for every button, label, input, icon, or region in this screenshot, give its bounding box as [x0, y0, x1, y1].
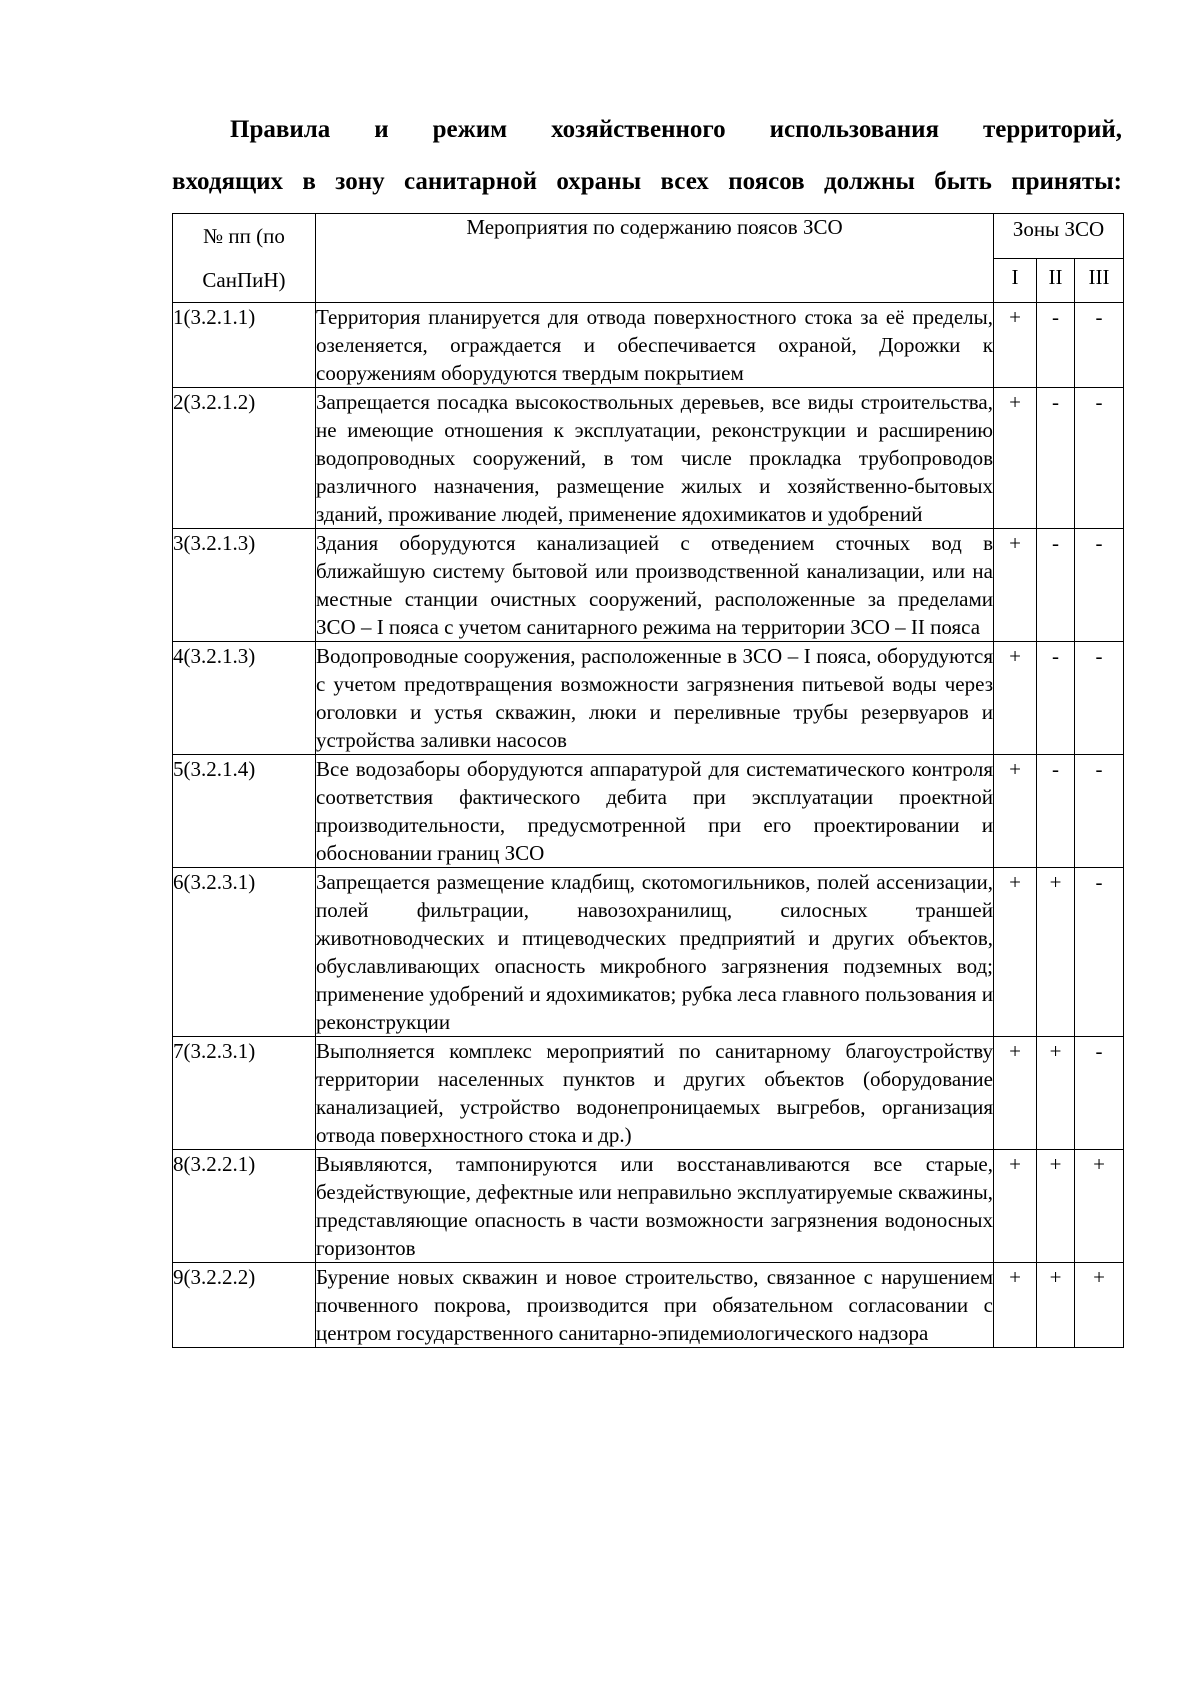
- row-measure: Выполняется комплекс мероприятий по санитарному благоустройству территории населенных пунктов и других объектов (оборудование канализацией, устройство водонепроницаемых выгребов, организация отвода поверхностного стока и др.): [316, 1037, 994, 1150]
- row-mark-zone-2: -: [1037, 755, 1075, 868]
- header-zone-2: II: [1037, 258, 1075, 303]
- row-mark-zone-2: +: [1037, 1150, 1075, 1263]
- row-num: 2(3.2.1.2): [173, 388, 316, 529]
- row-measure: Выявляются, тампонируются или восстанавливаются все старые, бездействующие, дефектные или неправильно эксплуатируемые скважины, представляющие опасность в части возможности загрязнения водоносных горизонтов: [316, 1150, 994, 1263]
- row-mark-zone-1: +: [994, 303, 1037, 388]
- row-measure: Запрещается размещение кладбищ, скотомогильников, полей ассенизации, полей фильтрации, навозохранилищ, силосных траншей животноводческих и птицеводческих предприятий и других объектов, обуславливающих опасность микробного загрязнения подземных вод; применение удобрений и ядохимикатов; рубка леса главного пользования и реконструкции: [316, 868, 994, 1037]
- table-row: [173, 1150, 1124, 1263]
- row-mark-zone-3: -: [1075, 388, 1124, 529]
- heading-line-2: входящих в зону санитарной охраны всех поясов должны быть приняты:: [172, 168, 1122, 195]
- row-num: 3(3.2.1.3): [173, 529, 316, 642]
- row-mark-zone-2: +: [1037, 1037, 1075, 1150]
- row-mark-zone-1: +: [994, 529, 1037, 642]
- table-row: [173, 1263, 1124, 1348]
- row-mark-zone-2: -: [1037, 388, 1075, 529]
- row-num: 8(3.2.2.1): [173, 1150, 316, 1263]
- table-header-row: [173, 214, 1124, 259]
- row-mark-zone-3: -: [1075, 868, 1124, 1037]
- header-zone-1: I: [994, 258, 1037, 303]
- row-measure: Здания оборудуются канализацией с отведением сточных вод в ближайшую систему бытовой или производственной канализации, или на местные станции очистных сооружений, расположенные за пределами ЗСО – I пояса с учетом санитарного режима на территории ЗСО – II пояса: [316, 529, 994, 642]
- table-row: [173, 868, 1124, 1037]
- row-measure: Запрещается посадка высокоствольных деревьев, все виды строительства, не имеющие отношения к эксплуатации, реконструкции и расширению водопроводных сооружений, в том числе прокладка трубопроводов различного назначения, размещение жилых и хозяйственно-бытовых зданий, проживание людей, применение ядохимикатов и удобрений: [316, 388, 994, 529]
- table-row: [173, 303, 1124, 388]
- row-num: 6(3.2.3.1): [173, 868, 316, 1037]
- header-num: № пп (по СанПиН): [173, 214, 316, 303]
- row-mark-zone-3: +: [1075, 1150, 1124, 1263]
- heading-line-1: Правила и режим хозяйственного использования территорий,: [230, 116, 1122, 143]
- row-mark-zone-3: -: [1075, 1037, 1124, 1150]
- row-num: 9(3.2.2.2): [173, 1263, 316, 1348]
- row-mark-zone-3: -: [1075, 529, 1124, 642]
- row-measure: Бурение новых скважин и новое строительство, связанное с нарушением почвенного покрова, производится при обязательном согласовании с центром государственного санитарно-эпидемиологического надзора: [316, 1263, 994, 1348]
- header-measures: Мероприятия по содержанию поясов ЗСО: [316, 214, 994, 303]
- row-mark-zone-1: +: [994, 388, 1037, 529]
- row-mark-zone-1: +: [994, 755, 1037, 868]
- table-row: [173, 1037, 1124, 1150]
- row-mark-zone-3: -: [1075, 755, 1124, 868]
- row-mark-zone-3: -: [1075, 642, 1124, 755]
- row-num: 4(3.2.1.3): [173, 642, 316, 755]
- row-mark-zone-1: +: [994, 1037, 1037, 1150]
- table-row: [173, 642, 1124, 755]
- row-mark-zone-1: +: [994, 1150, 1037, 1263]
- row-mark-zone-2: -: [1037, 642, 1075, 755]
- row-measure: Территория планируется для отвода поверхностного стока за её пределы, озеленяется, ограждается и обеспечивается охраной, Дорожки к сооружениям оборудуются твердым покрытием: [316, 303, 994, 388]
- table-row: [173, 388, 1124, 529]
- row-mark-zone-2: +: [1037, 1263, 1075, 1348]
- row-measure: Все водозаборы оборудуются аппаратурой для систематического контроля соответствия фактического дебита при эксплуатации проектной производительности, предусмотренной при его проектировании и обосновании границ ЗСО: [316, 755, 994, 868]
- row-mark-zone-2: -: [1037, 529, 1075, 642]
- row-mark-zone-1: +: [994, 642, 1037, 755]
- row-mark-zone-3: -: [1075, 303, 1124, 388]
- row-mark-zone-3: +: [1075, 1263, 1124, 1348]
- header-zone-3: III: [1075, 258, 1124, 303]
- row-measure: Водопроводные сооружения, расположенные в ЗСО – I пояса, оборудуются с учетом предотвращения возможности загрязнения питьевой воды через оголовки и устья скважин, люки и переливные трубы резервуаров и устройства заливки насосов: [316, 642, 994, 755]
- row-mark-zone-2: -: [1037, 303, 1075, 388]
- row-num: 7(3.2.3.1): [173, 1037, 316, 1150]
- row-mark-zone-2: +: [1037, 868, 1075, 1037]
- row-mark-zone-1: +: [994, 868, 1037, 1037]
- zso-measures-table: [172, 213, 1124, 1348]
- row-num: 1(3.2.1.1): [173, 303, 316, 388]
- table-row: [173, 529, 1124, 642]
- row-num: 5(3.2.1.4): [173, 755, 316, 868]
- row-mark-zone-1: +: [994, 1263, 1037, 1348]
- header-zones: Зоны ЗСО: [994, 214, 1124, 259]
- table-row: [173, 755, 1124, 868]
